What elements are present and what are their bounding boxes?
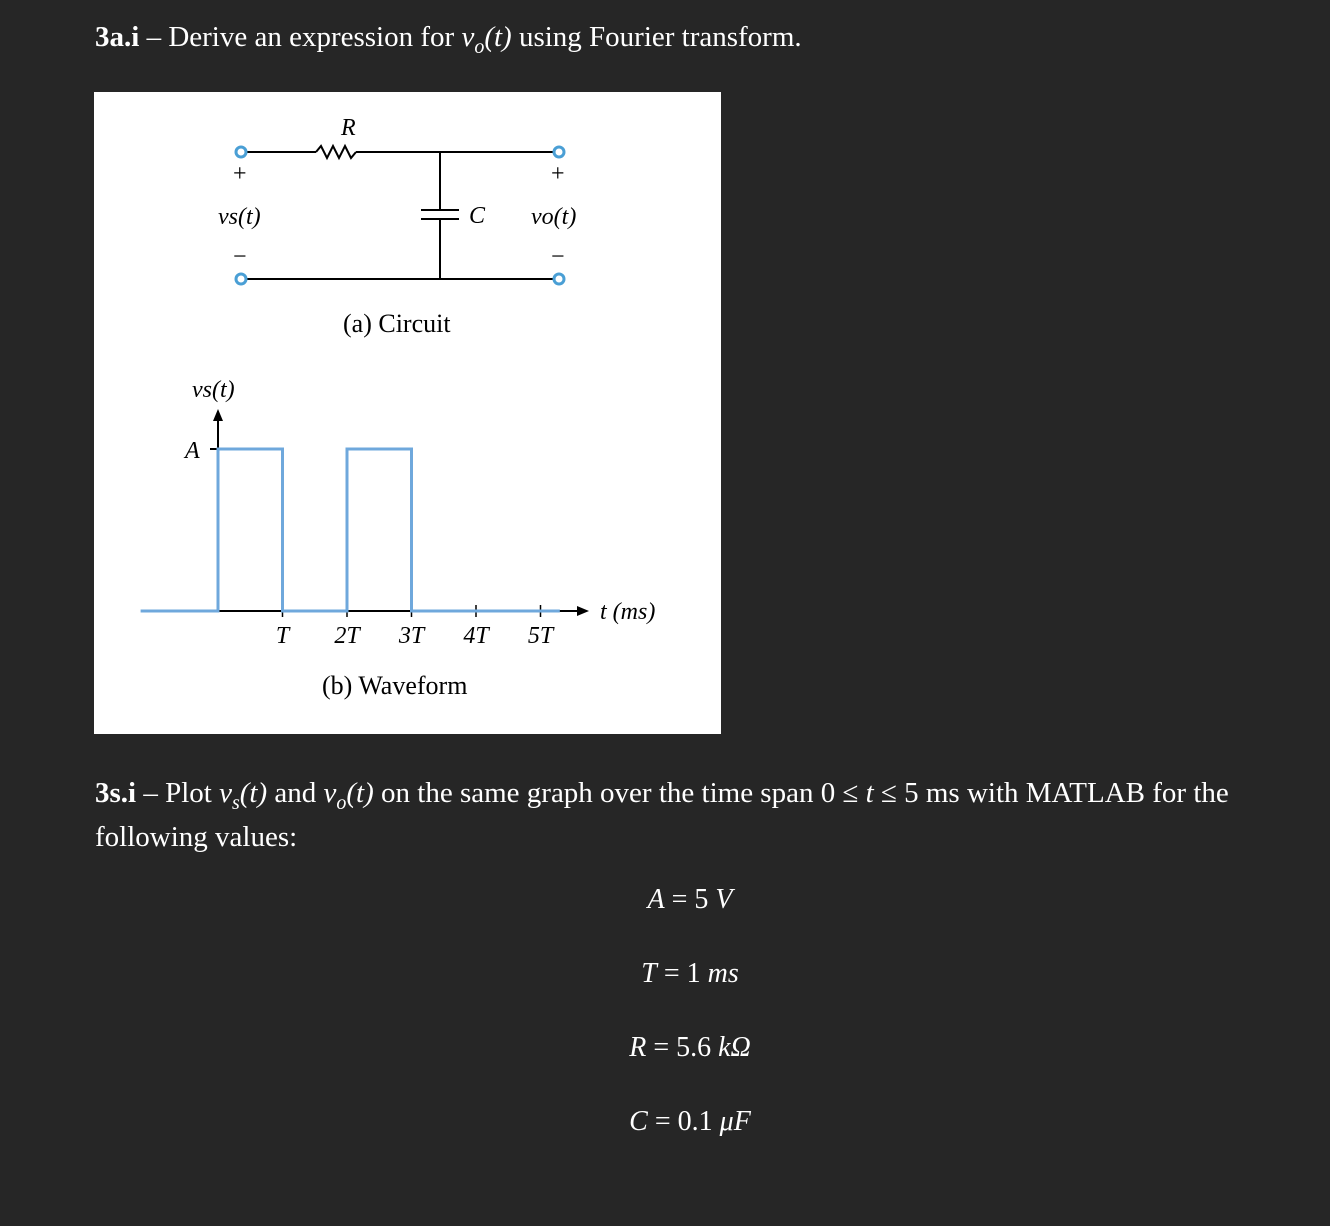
question-text: Plot [165, 777, 220, 809]
time-span: 0 ≤ t ≤ 5 [820, 777, 919, 809]
input-voltage-label: vs(t) [218, 204, 261, 230]
input-terminal-bottom [236, 274, 246, 284]
math-vo: $v_o(t)$ [323, 777, 374, 814]
output-minus: − [551, 244, 565, 270]
tick-label: 4T [463, 623, 489, 649]
pulse-waveform [141, 449, 560, 611]
question-text: ms with MATLAB for the following values: [95, 777, 1229, 853]
input-terminal-top [236, 147, 246, 157]
output-terminal-bottom [554, 274, 564, 284]
question-3a-heading [95, 20, 802, 64]
tick-label: 3T [398, 623, 425, 649]
tick-label: 5T [527, 623, 554, 649]
output-plus: + [551, 161, 565, 187]
math-vo: $v_o(t)$ [461, 21, 512, 58]
tick-label: T [275, 623, 290, 649]
circuit-figure [94, 92, 721, 734]
value-C: C = 0.1 μF [629, 1106, 751, 1137]
question-text-end: using Fourier transform. [511, 21, 802, 53]
figure-svg [94, 92, 721, 734]
input-minus: − [233, 244, 247, 270]
value-R: R = 5.6 kΩ [629, 1032, 751, 1063]
math-vs: $v_s(t)$ [219, 777, 268, 814]
question-text: on the same graph over the time span [373, 777, 821, 809]
input-plus: + [233, 161, 247, 187]
value-T: T = 1 ms [641, 958, 739, 989]
question-number: 3a.i [95, 21, 140, 53]
x-axis-arrow [577, 606, 589, 616]
waveform-axes [210, 409, 589, 616]
dash: – [139, 21, 169, 53]
circuit-caption: (a) Circuit [343, 309, 451, 338]
circuit-wires [246, 146, 554, 279]
amplitude-label: A [185, 438, 200, 464]
question-number: 3s.i [95, 777, 137, 809]
question-3s-heading [95, 776, 1275, 854]
output-voltage-label: vo(t) [531, 204, 577, 230]
resistor-symbol [316, 146, 356, 158]
question-text: and [267, 777, 324, 809]
value-A: A = 5 V [647, 884, 733, 915]
waveform-y-label: vs(t) [192, 377, 235, 403]
dash: – [136, 777, 166, 809]
terminals [236, 147, 564, 284]
tick-label: 2T [334, 623, 360, 649]
question-text: Derive an expression for [168, 21, 462, 53]
waveform-caption: (b) Waveform [322, 671, 468, 700]
resistor-label: R [341, 115, 356, 141]
pulse-group [141, 449, 560, 611]
y-axis-arrow [213, 409, 223, 421]
output-terminal-top [554, 147, 564, 157]
capacitor-label: C [469, 203, 486, 229]
waveform-x-label: t (ms) [600, 599, 656, 625]
